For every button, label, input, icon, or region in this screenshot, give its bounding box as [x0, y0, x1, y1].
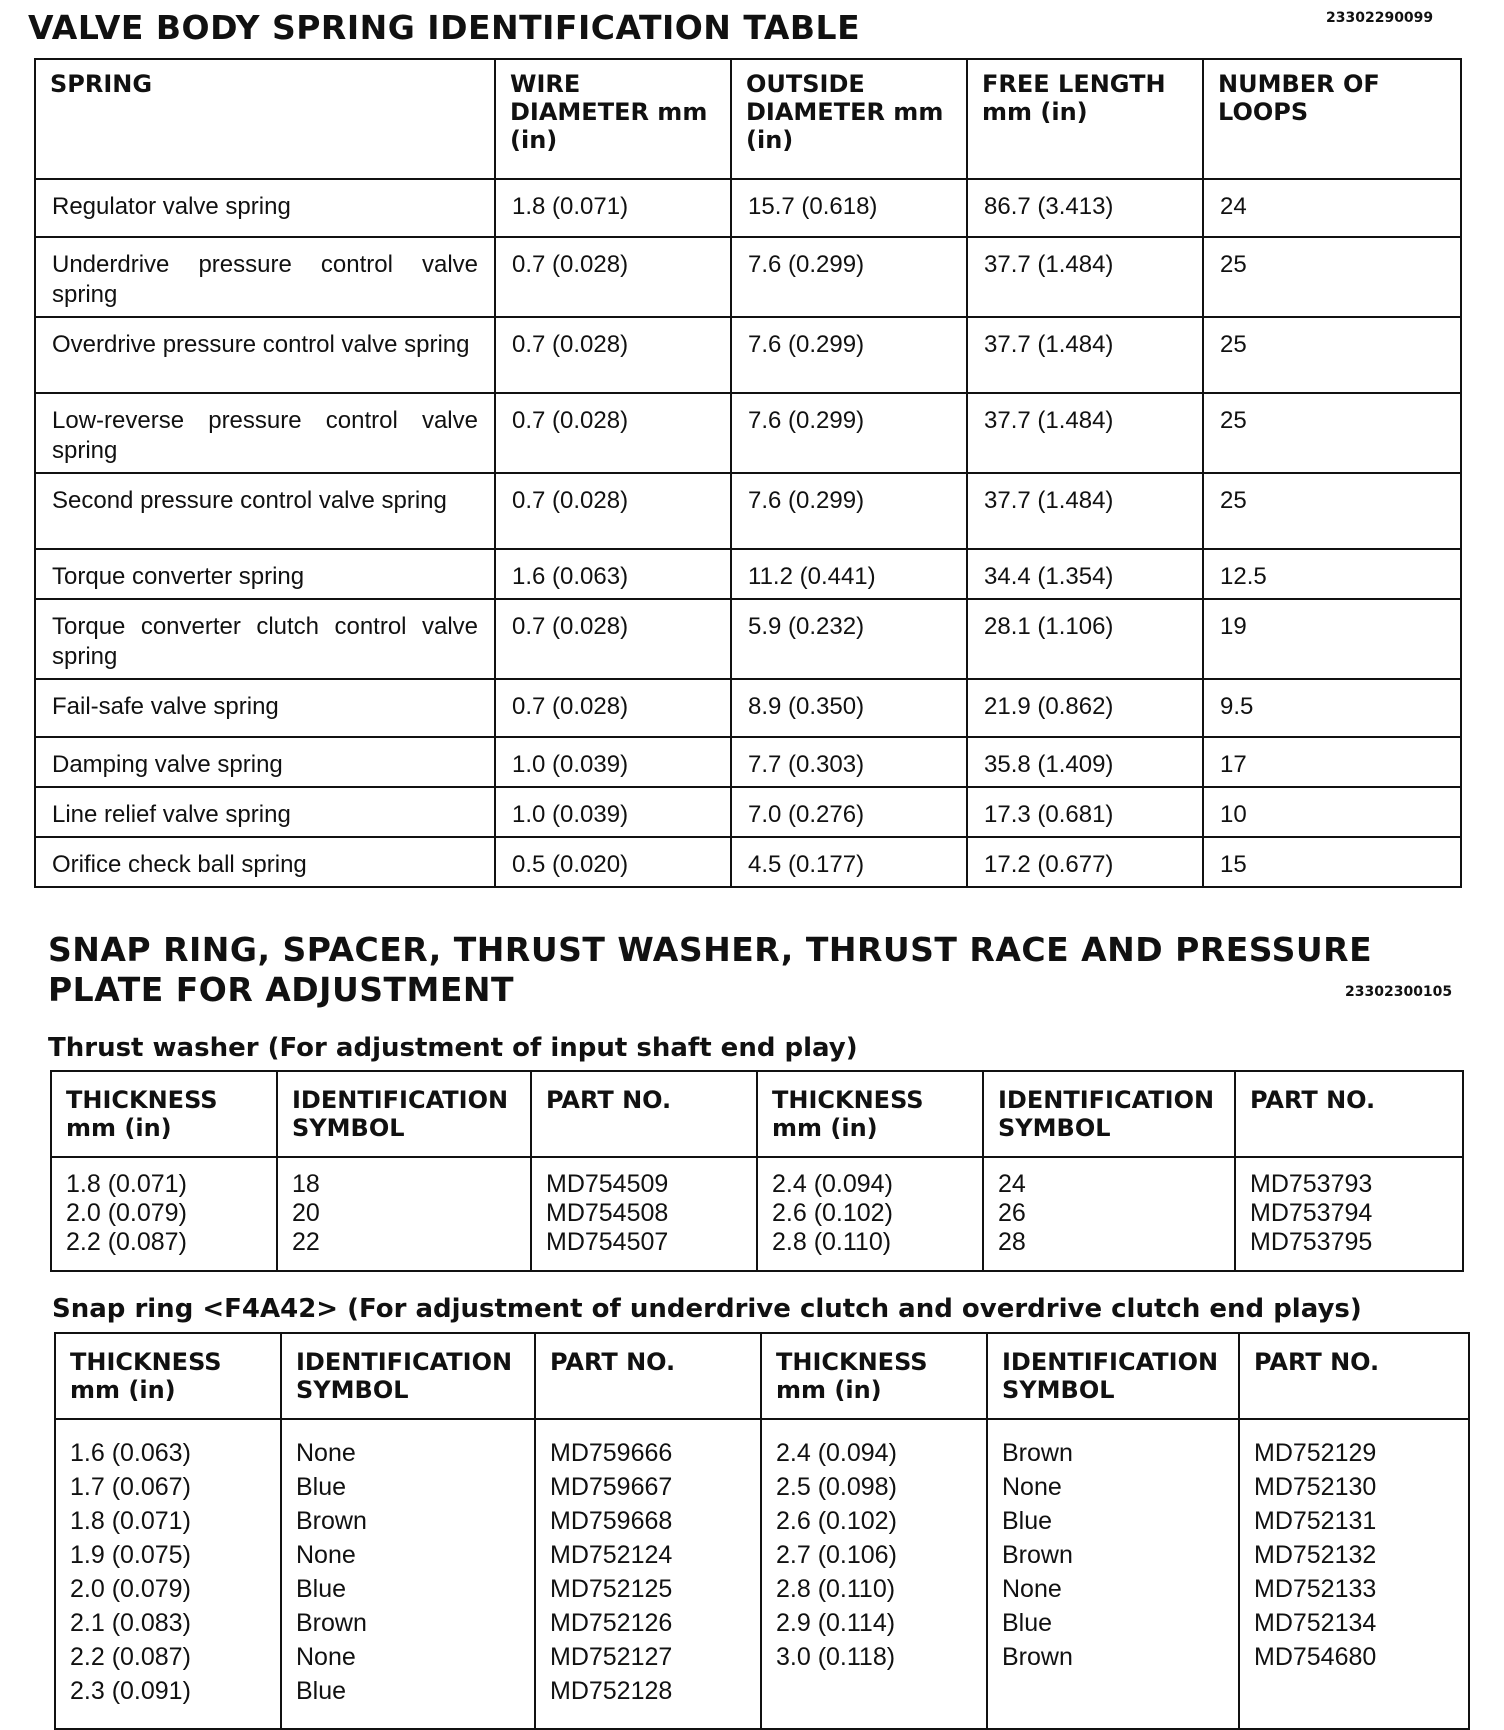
wire-diameter: 0.7 (0.028): [495, 317, 731, 393]
free-length: 34.4 (1.354): [967, 549, 1203, 599]
spring-name: Torque converter clutch control valve spring: [35, 599, 495, 679]
col-header-wire-diameter: WIRE DIAMETER mm (in): [495, 59, 731, 179]
list-item: 2.6 (0.102): [772, 1199, 893, 1227]
col-header-thickness: THICKNESS mm (in): [51, 1071, 277, 1157]
list-item: MD754508: [546, 1199, 669, 1227]
col-header-identification-symbol: IDENTIFICATION SYMBOL: [987, 1333, 1239, 1419]
part-no-list: [1235, 1157, 1463, 1271]
list-item: MD752125: [550, 1575, 673, 1603]
list-item: 3.0 (0.118): [776, 1643, 896, 1671]
identification-symbol-list: [987, 1419, 1239, 1729]
table-row: [51, 1157, 1463, 1271]
list-item: None: [296, 1439, 356, 1467]
thickness-list: [51, 1157, 277, 1271]
wire-diameter: 0.7 (0.028): [495, 237, 731, 317]
table-row: [35, 237, 1461, 317]
col-header-thickness: THICKNESS mm (in): [761, 1333, 987, 1419]
list-item: MD753794: [1250, 1199, 1373, 1227]
free-length: 35.8 (1.409): [967, 737, 1203, 787]
spring-name: Orifice check ball spring: [35, 837, 495, 887]
wire-diameter: 0.5 (0.020): [495, 837, 731, 887]
wire-diameter: 1.0 (0.039): [495, 737, 731, 787]
list-item: MD752131: [1254, 1507, 1377, 1535]
table-row: [35, 599, 1461, 679]
list-item: MD759667: [550, 1473, 673, 1501]
number-of-loops: 24: [1203, 179, 1461, 237]
free-length: 37.7 (1.484): [967, 317, 1203, 393]
list-item: MD753795: [1250, 1228, 1373, 1256]
table-header-row: [55, 1333, 1469, 1419]
list-item: None: [1002, 1473, 1062, 1501]
list-item: Blue: [296, 1575, 347, 1603]
number-of-loops: 25: [1203, 393, 1461, 473]
part-no-list: [1239, 1419, 1469, 1729]
free-length: 17.2 (0.677): [967, 837, 1203, 887]
list-item: 2.0 (0.079): [70, 1575, 191, 1603]
col-header-thickness: THICKNESS mm (in): [757, 1071, 983, 1157]
identification-symbol-list: [281, 1419, 535, 1729]
col-header-part-no: PART NO.: [531, 1071, 757, 1157]
free-length: 37.7 (1.484): [967, 473, 1203, 549]
list-item: Brown: [1002, 1643, 1073, 1671]
thrust-washer-table: [50, 1070, 1464, 1272]
list-item: 2.2 (0.087): [66, 1228, 187, 1256]
table-row: [35, 737, 1461, 787]
list-item: MD752133: [1254, 1575, 1377, 1603]
list-item: MD759668: [550, 1507, 673, 1535]
list-item: 2.1 (0.083): [70, 1609, 191, 1637]
table-header-row: [35, 59, 1461, 179]
list-item: 1.9 (0.075): [70, 1541, 191, 1569]
free-length: 21.9 (0.862): [967, 679, 1203, 737]
outside-diameter: 7.6 (0.299): [731, 393, 967, 473]
spring-name: Overdrive pressure control valve spring: [35, 317, 495, 393]
table-row: [35, 837, 1461, 887]
list-item: Brown: [296, 1507, 367, 1535]
spring-name: Underdrive pressure control valve spring: [35, 237, 495, 317]
snap-ring-section-title: SNAP RING, SPACER, THRUST WASHER, THRUST RACE AND PRESSURE PLATE FOR ADJUSTMENT: [48, 930, 1373, 1009]
free-length: 37.7 (1.484): [967, 237, 1203, 317]
table-row: [35, 679, 1461, 737]
number-of-loops: 25: [1203, 237, 1461, 317]
col-header-identification-symbol: IDENTIFICATION SYMBOL: [277, 1071, 531, 1157]
list-item: MD752126: [550, 1609, 673, 1637]
list-item: Blue: [296, 1473, 347, 1501]
free-length: 28.1 (1.106): [967, 599, 1203, 679]
valve-body-code: 23302290099: [1326, 10, 1434, 26]
col-header-free-length: FREE LENGTH mm (in): [967, 59, 1203, 179]
identification-symbol-list: [277, 1157, 531, 1271]
table-row: [55, 1419, 1469, 1729]
col-header-number-of-loops: NUMBER OF LOOPS: [1203, 59, 1461, 179]
outside-diameter: 7.7 (0.303): [731, 737, 967, 787]
thickness-list: [757, 1157, 983, 1271]
col-header-part-no: PART NO.: [1239, 1333, 1469, 1419]
wire-diameter: 0.7 (0.028): [495, 599, 731, 679]
thrust-washer-title: Thrust washer (For adjustment of input shaft end play): [48, 1033, 858, 1063]
list-item: 2.9 (0.114): [776, 1609, 896, 1637]
list-item: MD754507: [546, 1228, 669, 1256]
number-of-loops: 25: [1203, 473, 1461, 549]
wire-diameter: 0.7 (0.028): [495, 679, 731, 737]
outside-diameter: 7.6 (0.299): [731, 317, 967, 393]
col-header-spring: SPRING: [35, 59, 495, 179]
number-of-loops: 17: [1203, 737, 1461, 787]
thickness-list: [761, 1419, 987, 1729]
spring-name: Line relief valve spring: [35, 787, 495, 837]
part-no-list: [531, 1157, 757, 1271]
list-item: 2.8 (0.110): [776, 1575, 896, 1603]
table-row: [35, 393, 1461, 473]
free-length: 86.7 (3.413): [967, 179, 1203, 237]
table-row: [35, 317, 1461, 393]
snap-ring-title: Snap ring <F4A42> (For adjustment of underdrive clutch and overdrive clutch end plays): [52, 1294, 1362, 1324]
list-item: 18: [292, 1170, 320, 1198]
list-item: Brown: [1002, 1439, 1073, 1467]
col-header-thickness: THICKNESS mm (in): [55, 1333, 281, 1419]
list-item: 2.0 (0.079): [66, 1199, 187, 1227]
col-header-part-no: PART NO.: [1235, 1071, 1463, 1157]
col-header-part-no: PART NO.: [535, 1333, 761, 1419]
thickness-list: [55, 1419, 281, 1729]
spring-name: Regulator valve spring: [35, 179, 495, 237]
list-item: 2.4 (0.094): [776, 1439, 897, 1467]
wire-diameter: 0.7 (0.028): [495, 393, 731, 473]
outside-diameter: 11.2 (0.441): [731, 549, 967, 599]
list-item: 22: [292, 1228, 320, 1256]
number-of-loops: 15: [1203, 837, 1461, 887]
list-item: MD752128: [550, 1677, 673, 1705]
spring-name: Low-reverse pressure control valve spring: [35, 393, 495, 473]
list-item: None: [296, 1541, 356, 1569]
list-item: Blue: [1002, 1507, 1053, 1535]
outside-diameter: 8.9 (0.350): [731, 679, 967, 737]
free-length: 37.7 (1.484): [967, 393, 1203, 473]
wire-diameter: 1.0 (0.039): [495, 787, 731, 837]
list-item: 2.3 (0.091): [70, 1677, 191, 1705]
list-item: 1.7 (0.067): [70, 1473, 191, 1501]
part-no-list: [535, 1419, 761, 1729]
spring-name: Torque converter spring: [35, 549, 495, 599]
list-item: Brown: [1002, 1541, 1073, 1569]
list-item: 2.8 (0.110): [772, 1228, 892, 1256]
list-item: None: [296, 1643, 356, 1671]
list-item: MD753793: [1250, 1170, 1373, 1198]
list-item: MD754680: [1254, 1643, 1377, 1671]
outside-diameter: 7.6 (0.299): [731, 473, 967, 549]
outside-diameter: 15.7 (0.618): [731, 179, 967, 237]
table-header-row: [51, 1071, 1463, 1157]
list-item: MD752127: [550, 1643, 673, 1671]
valve-body-spring-table: [34, 58, 1462, 888]
spring-name: Damping valve spring: [35, 737, 495, 787]
outside-diameter: 7.0 (0.276): [731, 787, 967, 837]
list-item: MD752129: [1254, 1439, 1377, 1467]
list-item: 2.2 (0.087): [70, 1643, 191, 1671]
list-item: 24: [998, 1170, 1026, 1198]
col-header-outside-diameter: OUTSIDE DIAMETER mm (in): [731, 59, 967, 179]
list-item: 2.6 (0.102): [776, 1507, 897, 1535]
number-of-loops: 9.5: [1203, 679, 1461, 737]
list-item: MD752132: [1254, 1541, 1377, 1569]
outside-diameter: 4.5 (0.177): [731, 837, 967, 887]
number-of-loops: 19: [1203, 599, 1461, 679]
col-header-identification-symbol: IDENTIFICATION SYMBOL: [281, 1333, 535, 1419]
list-item: 1.6 (0.063): [70, 1439, 191, 1467]
list-item: 26: [998, 1199, 1026, 1227]
table-row: [35, 179, 1461, 237]
list-item: MD752124: [550, 1541, 673, 1569]
number-of-loops: 10: [1203, 787, 1461, 837]
list-item: Brown: [296, 1609, 367, 1637]
number-of-loops: 25: [1203, 317, 1461, 393]
wire-diameter: 0.7 (0.028): [495, 473, 731, 549]
list-item: MD752130: [1254, 1473, 1377, 1501]
snap-ring-section-code: 23302300105: [1345, 984, 1453, 1000]
outside-diameter: 7.6 (0.299): [731, 237, 967, 317]
list-item: 20: [292, 1199, 320, 1227]
list-item: MD752134: [1254, 1609, 1377, 1637]
list-item: 1.8 (0.071): [70, 1507, 191, 1535]
number-of-loops: 12.5: [1203, 549, 1461, 599]
list-item: None: [1002, 1575, 1062, 1603]
list-item: MD759666: [550, 1439, 673, 1467]
list-item: 2.5 (0.098): [776, 1473, 897, 1501]
table-row: [35, 549, 1461, 599]
list-item: 2.4 (0.094): [772, 1170, 893, 1198]
outside-diameter: 5.9 (0.232): [731, 599, 967, 679]
spring-name: Second pressure control valve spring: [35, 473, 495, 549]
wire-diameter: 1.8 (0.071): [495, 179, 731, 237]
list-item: Blue: [296, 1677, 347, 1705]
list-item: MD754509: [546, 1170, 669, 1198]
col-header-identification-symbol: IDENTIFICATION SYMBOL: [983, 1071, 1235, 1157]
free-length: 17.3 (0.681): [967, 787, 1203, 837]
list-item: Blue: [1002, 1609, 1053, 1637]
table-row: [35, 473, 1461, 549]
table-row: [35, 787, 1461, 837]
list-item: 1.8 (0.071): [66, 1170, 187, 1198]
identification-symbol-list: [983, 1157, 1235, 1271]
valve-body-title: VALVE BODY SPRING IDENTIFICATION TABLE: [28, 8, 861, 47]
spring-name: Fail-safe valve spring: [35, 679, 495, 737]
wire-diameter: 1.6 (0.063): [495, 549, 731, 599]
list-item: 28: [998, 1228, 1026, 1256]
list-item: 2.7 (0.106): [776, 1541, 897, 1569]
snap-ring-table: [54, 1332, 1470, 1730]
